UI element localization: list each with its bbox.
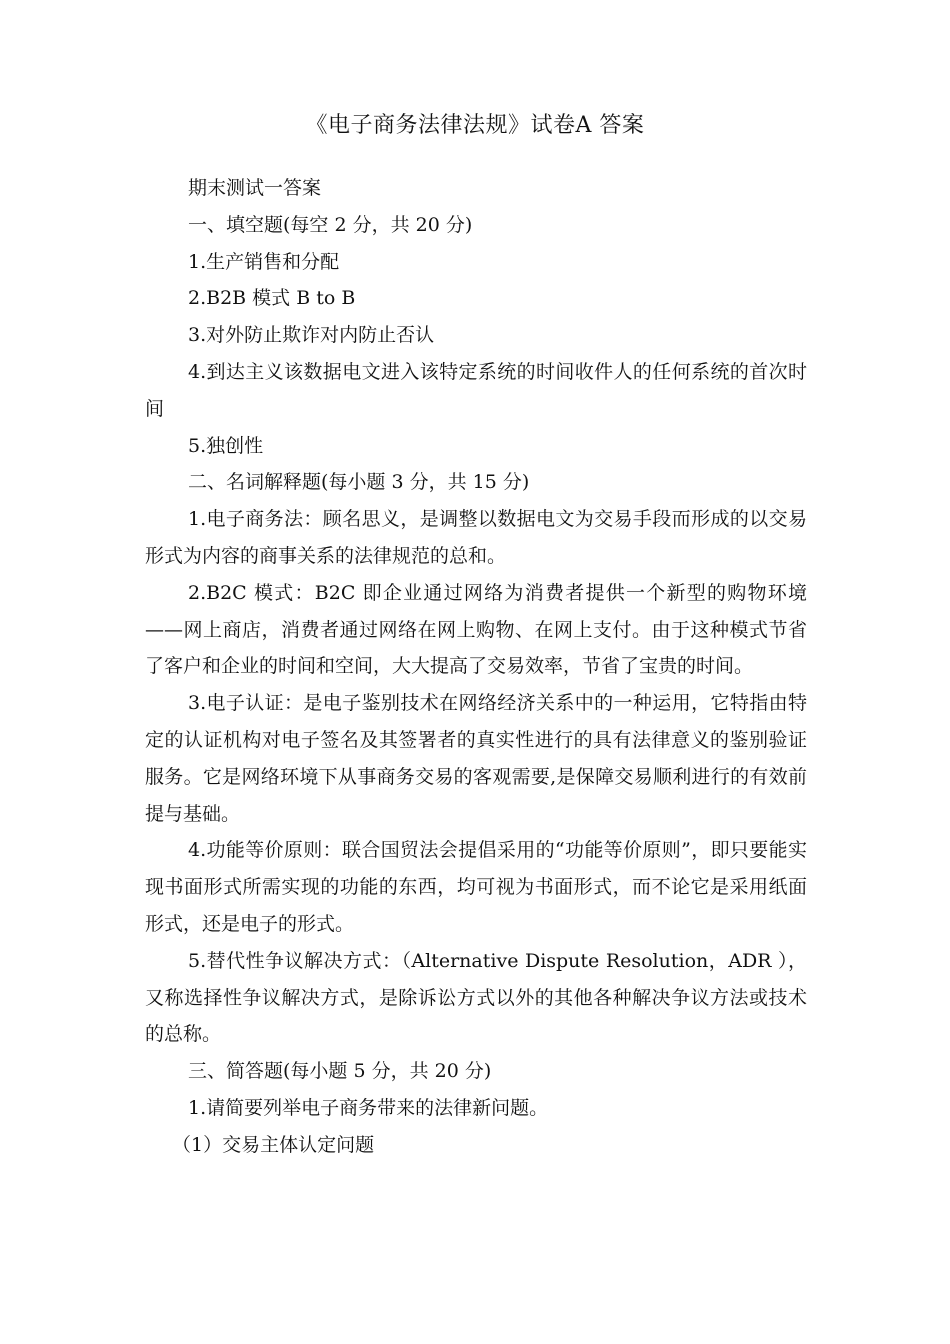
question-item: 1.请简要列举电子商务带来的法律新问题。 (188, 1096, 549, 1119)
document-body (145, 170, 807, 1164)
answer-item: 3.对外防止欺诈对内防止否认 (188, 324, 435, 347)
answer-item: 4.功能等价原则：联合国贸法会提倡采用的“功能等价原则”，即只要能实现书面形式所需实现的功能的东西，均可视为书面形式，而不论它是采用纸面形式，还是电子的形式。 (145, 839, 807, 935)
answer-item: 5.独创性 (188, 434, 264, 457)
answer-item: 5.替代性争议解决方式：（Alternative Dispute Resolution，ADR ），又称选择性争议解决方式，是除诉讼方式以外的其他各种解决争议方法或技术的总称。 (145, 949, 807, 1046)
answer-item: 2.B2C 模式：B2C 即企业通过网络为消费者提供一个新型的购物环境——网上商店，消费者通过网络在网上购物、在网上支付。由于这种模式节省了客户和企业的时间和空间，大大提高了交易效率，节省了宝贵的时间。 (145, 581, 807, 678)
section-heading-short-answer: 三、简答题(每小题 5 分，共 20 分) (188, 1060, 492, 1083)
paragraph-heading: 期末测试一答案 (188, 177, 322, 199)
section-heading-terms: 二、名词解释题(每小题 3 分，共 15 分) (188, 471, 530, 494)
answer-item: 3.电子认证：是电子鉴别技术在网络经济关系中的一种运用，它特指由特定的认证机构对电子签名及其签署者的真实性进行的具有法律意义的鉴别验证服务。它是网络环境下从事商务交易的客观需要,是保障交易顺利进行的有效前提与基础。 (145, 692, 807, 825)
section-heading-fill-blank: 一、填空题(每空 2 分，共 20 分) (188, 213, 473, 236)
answer-item: 2.B2B 模式 B to B (188, 287, 356, 310)
sub-answer-item: （1）交易主体认定问题 (172, 1133, 375, 1156)
answer-item: 4.到达主义该数据电文进入该特定系统的时间收件人的任何系统的首次时间 (145, 360, 807, 420)
answer-item: 1.生产销售和分配 (188, 250, 340, 273)
document-title: 《电子商务法律法规》试卷A 答案 (305, 113, 645, 138)
answer-item: 1.电子商务法：顾名思义，是调整以数据电文为交易手段而形成的以交易形式为内容的商事关系的法律规范的总和。 (145, 508, 807, 567)
